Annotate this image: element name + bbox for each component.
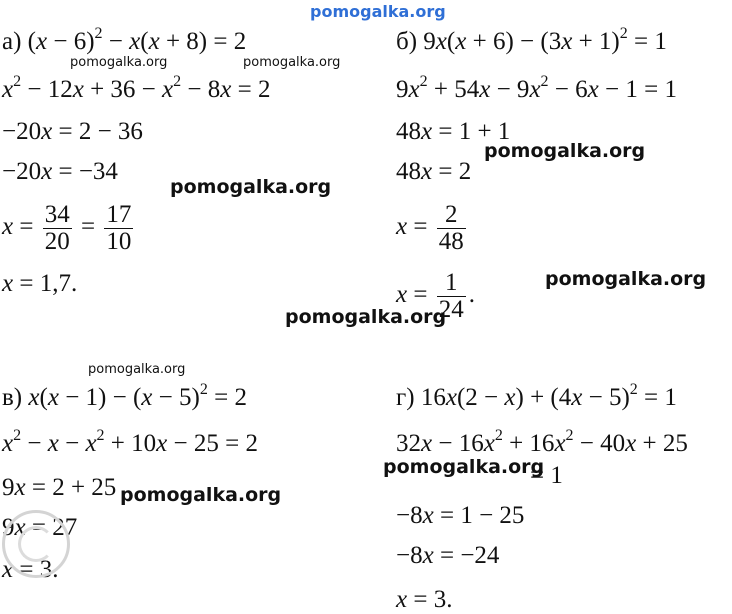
answer-a: = 1,7.	[19, 270, 78, 297]
problem-g-line-5: −8x = −24	[396, 542, 500, 569]
problem-g-line-3: = 1	[530, 462, 563, 489]
copyright-stamp-icon	[2, 510, 70, 578]
watermark: pomogalka.org	[70, 55, 168, 70]
problem-a-line-5: x = $\frac{34}{20}$ = $\frac{17}{10}$	[2, 201, 132, 255]
problem-v-line-1: в) $x(x - 1) - (x - 5)^2 = 2$	[2, 381, 247, 411]
problem-g-line-2: $32x - 16x^2 + 16x^2 - 40x + 25$	[396, 427, 688, 457]
fraction: $\frac{1}{24}$	[438, 269, 464, 323]
exponent: 2	[94, 25, 103, 42]
fraction: $\frac{17}{10}$	[106, 201, 132, 255]
problem-b-line-1: б) $9x(x + 6) - (3x + 1)^2 = 1$	[396, 25, 667, 55]
fraction: $\frac{2}{48}$	[438, 201, 464, 255]
problem-g-line-6: x = 3.	[396, 586, 453, 613]
problem-b-line-6: x = $\frac{1}{24}$ .	[396, 269, 475, 323]
problem-g-line-4: −8x = 1 − 25	[396, 502, 525, 529]
problem-b-label: б)	[396, 28, 418, 55]
problem-v-line-4: 9x = 27	[2, 514, 78, 541]
problem-a-line-1: а) $(x - 6)^2 - x(x + 8) = 2$	[2, 25, 247, 55]
watermark: pomogalka.org	[88, 362, 186, 377]
watermark: pomogalka.org	[285, 306, 447, 328]
problem-b-line-2: $9x^2 + 54x - 9x^2 - 6x - 1 = 1$	[396, 73, 677, 103]
problem-v-line-3: 9x = 2 + 25	[2, 474, 117, 501]
watermark: pomogalka.org	[120, 484, 282, 506]
problem-b-line-4: 48x = 2	[396, 158, 472, 185]
watermark-top: pomogalka.org	[310, 2, 446, 21]
fraction: $\frac{34}{20}$	[44, 201, 70, 255]
problem-a-line-4: −20x = −34	[2, 158, 118, 185]
problem-a-line-2: $x^2 - 12x + 36 - x^2 - 8x = 2$	[2, 73, 271, 103]
problem-v-label: в)	[2, 384, 23, 411]
problem-a-label: а)	[2, 28, 22, 55]
watermark: pomogalka.org	[170, 176, 332, 198]
problem-a-line-6: x = 1,7.	[2, 270, 78, 297]
problem-a-line-3: −20x = 2 − 36	[2, 118, 143, 145]
problem-g-line-1: г) $16x(2 - x) + (4x - 5)^2 = 1$	[396, 381, 677, 411]
watermark: pomogalka.org	[243, 55, 341, 70]
problem-v-line-2: $x^2 - x - x^2 + 10x - 25 = 2$	[2, 427, 258, 457]
problem-g-label: г)	[396, 384, 415, 411]
watermark: pomogalka.org	[545, 268, 707, 290]
problem-b-line-3: 48x = 1 + 1	[396, 118, 511, 145]
problem-v-line-5: x = 3.	[2, 556, 59, 583]
watermark: pomogalka.org	[383, 456, 545, 478]
watermark: pomogalka.org	[484, 140, 646, 162]
problem-b-line-5: x = $\frac{2}{48}$	[396, 201, 464, 255]
